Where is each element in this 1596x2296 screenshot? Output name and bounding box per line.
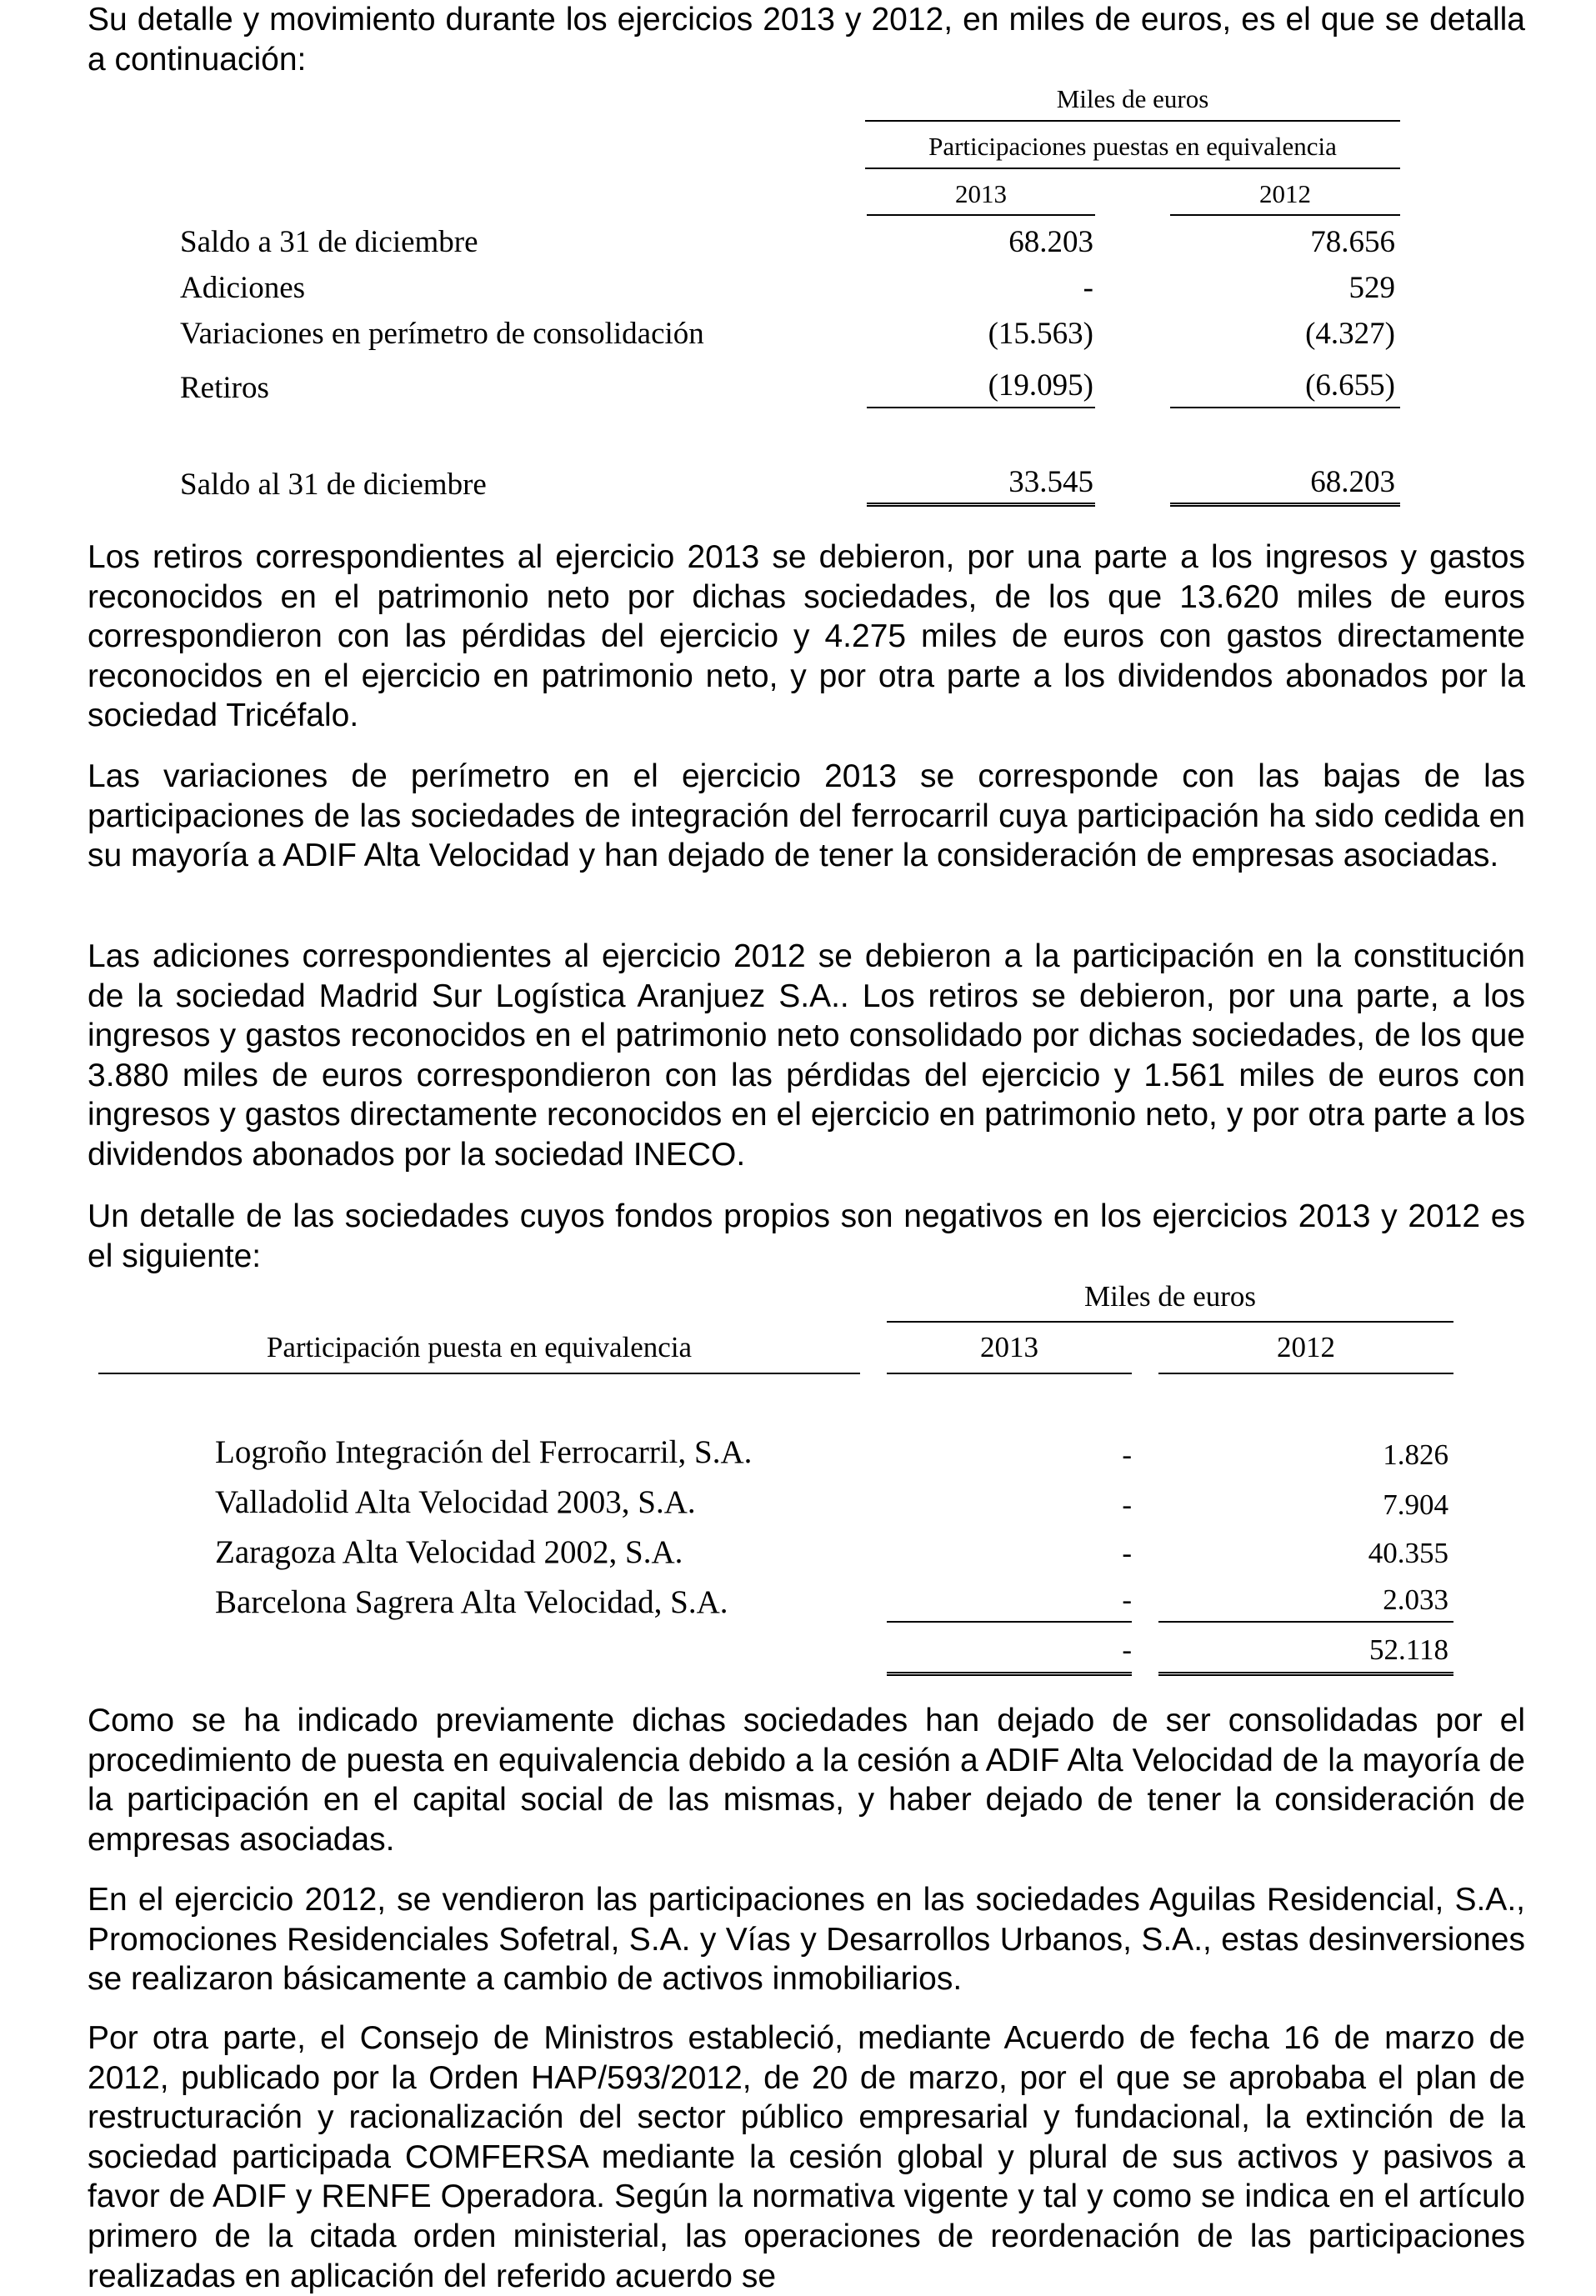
table1-total-double-rule-2012	[1170, 503, 1400, 507]
table1-group-rule	[865, 168, 1400, 169]
table1-group-header: Participaciones puestas en equivalencia	[928, 132, 1337, 161]
table2-year-2012: 2012	[1277, 1331, 1335, 1363]
table1-year-rule-2013	[867, 214, 1095, 216]
table1-subtotal-rule-2012	[1170, 407, 1400, 408]
table2-header-rule-2013	[887, 1373, 1132, 1374]
paragraph-variaciones-perimetro: Las variaciones de perímetro en el ejercicio 2013 se corresponde con las bajas de las participaciones de las sociedades de integración del ferrocarril cuya participación ha sido cedida en su mayoría a ADIF Alta Velocidad y han dejado de tener la consideración de empresas asociadas.	[88, 758, 1525, 874]
table2-unit-rule	[887, 1321, 1453, 1323]
table1-cell-2013: -	[1083, 271, 1093, 305]
table1-unit-rule	[865, 120, 1400, 122]
table2-total-double-rule-2013	[887, 1672, 1132, 1676]
table2-cell-2013: -	[1122, 1488, 1132, 1521]
table1-cell-2013: (19.095)	[988, 368, 1093, 403]
table2-row-label: Barcelona Sagrera Alta Velocidad, S.A.	[215, 1584, 728, 1620]
table1-total-2013: 33.545	[1008, 465, 1093, 499]
table1-row-label: Saldo a 31 de diciembre	[180, 225, 478, 259]
table1-year-2013: 2013	[955, 179, 1007, 208]
table2-total-2012: 52.118	[1369, 1633, 1448, 1666]
intro-paragraph: Su detalle y movimiento durante los ejercicios 2013 y 2012, en miles de euros, es el que se detalla a continuación:	[88, 2, 1525, 78]
table2-cell-2012: 7.904	[1383, 1488, 1448, 1521]
table1-cell-2012: 78.656	[1310, 225, 1395, 259]
table2-header-rule-2012	[1158, 1373, 1453, 1374]
table1-row-label: Retiros	[180, 371, 269, 405]
table1-total-2012: 68.203	[1310, 465, 1395, 499]
paragraph-ventas-2012: En el ejercicio 2012, se vendieron las participaciones en las sociedades Aguilas Residencial, S.A., Promociones Residenciales Sofetral, S.A. y Vías y Desarrollos Urbanos, S.A., estas desinversiones se realizaron básicamente a cambio de activos inmobiliarios.	[88, 1882, 1525, 1998]
table1-cell-2012: (4.327)	[1305, 317, 1395, 351]
table1-row-label: Variaciones en perímetro de consolidación	[180, 317, 704, 351]
table2-subtotal-rule-2013	[887, 1621, 1132, 1623]
table1-cell-2013: (15.563)	[988, 317, 1093, 351]
table1-year-rule-2012	[1170, 214, 1400, 216]
table2-column-label: Participación puesta en equivalencia	[266, 1331, 693, 1363]
table2-row-label: Valladolid Alta Velocidad 2003, S.A.	[215, 1484, 696, 1520]
table2-cell-2012: 2.033	[1383, 1583, 1448, 1616]
paragraph-adiciones-2012: Las adiciones correspondientes al ejercicio 2012 se debieron a la participación en la constitución de la sociedad Madrid Sur Logística Aranjuez S.A.. Los retiros se debieron, por una parte, a los ingresos y gastos reconocidos en el patrimonio neto consolidado por dichas sociedades, de los que 3.880 miles de euros correspondieron con las pérdidas del ejercicio y 1.561 miles de euros con ingresos y gastos directamente reconocidos en el ejercicio en patrimonio neto, y por otra parte a los dividendos abonados por la sociedad INECO.	[88, 938, 1525, 1173]
table1-year-2012: 2012	[1259, 179, 1311, 208]
table2-row-label: Zaragoza Alta Velocidad 2002, S.A.	[215, 1534, 683, 1570]
table2-cell-2012: 40.355	[1368, 1537, 1448, 1569]
table1-cell-2013: 68.203	[1008, 225, 1093, 259]
table2-header-rule-label	[98, 1373, 860, 1374]
table2-cell-2013: -	[1122, 1537, 1132, 1569]
table1-row-label: Adiciones	[180, 271, 306, 305]
paragraph-fondos-negativos-intro: Un detalle de las sociedades cuyos fondos propios son negativos en los ejercicios 2013 y 2012 es el siguiente:	[88, 1198, 1525, 1274]
table1-total-double-rule-2013	[867, 503, 1095, 507]
table2-year-2013: 2013	[980, 1331, 1038, 1363]
table1-cell-2012: 529	[1348, 271, 1395, 305]
table2-cell-2012: 1.826	[1383, 1438, 1448, 1471]
table1-total-label: Saldo al 31 de diciembre	[180, 468, 487, 502]
table2-cell-2013: -	[1122, 1438, 1132, 1471]
table2-subtotal-rule-2012	[1158, 1621, 1453, 1623]
table1-cell-2012: (6.655)	[1305, 368, 1395, 403]
table2-total-double-rule-2012	[1158, 1672, 1453, 1676]
table1-subtotal-rule-2013	[867, 407, 1095, 408]
table2-row-label: Logroño Integración del Ferrocarril, S.A.	[215, 1434, 753, 1470]
paragraph-consolidacion: Como se ha indicado previamente dichas sociedades han dejado de ser consolidadas por el procedimiento de puesta en equivalencia debido a la cesión a ADIF Alta Velocidad de la mayoría de la participación en el capital social de las mismas, y haber dejado de tener la consideración de empresas asociadas.	[88, 1703, 1525, 1858]
table2-total-2013: -	[1122, 1633, 1132, 1666]
paragraph-retiros-2013: Los retiros correspondientes al ejercicio 2013 se debieron, por una parte a los ingresos y gastos reconocidos en el patrimonio neto por dichas sociedades, de los que 13.620 miles de euros correspondieron con las pérdidas del ejercicio y 4.275 miles de euros con gastos directamente reconocidos en el ejercicio en patrimonio neto, y por otra parte a los dividendos abonados por la sociedad Tricéfalo.	[88, 539, 1525, 734]
table2-unit-header: Miles de euros	[1083, 1280, 1257, 1313]
paragraph-consejo-ministros: Por otra parte, el Consejo de Ministros estableció, mediante Acuerdo de fecha 16 de marzo de 2012, publicado por la Orden HAP/593/2012, de 20 de marzo, por el que se aprobaba el plan de restructuración y racionalización del sector público empresarial y fundacional, la extinción de la sociedad participada COMFERSA mediante la cesión global y plural de sus activos y pasivos a favor de ADIF y RENFE Operadora. Según la normativa vigente y tal y como se indica en el artículo primero de la citada orden ministerial, las operaciones de reordenación de las participaciones realizadas en aplicación del referido acuerdo se	[88, 2020, 1525, 2294]
table2-cell-2013: -	[1122, 1583, 1132, 1616]
table1-unit-header: Miles de euros	[1056, 84, 1209, 113]
